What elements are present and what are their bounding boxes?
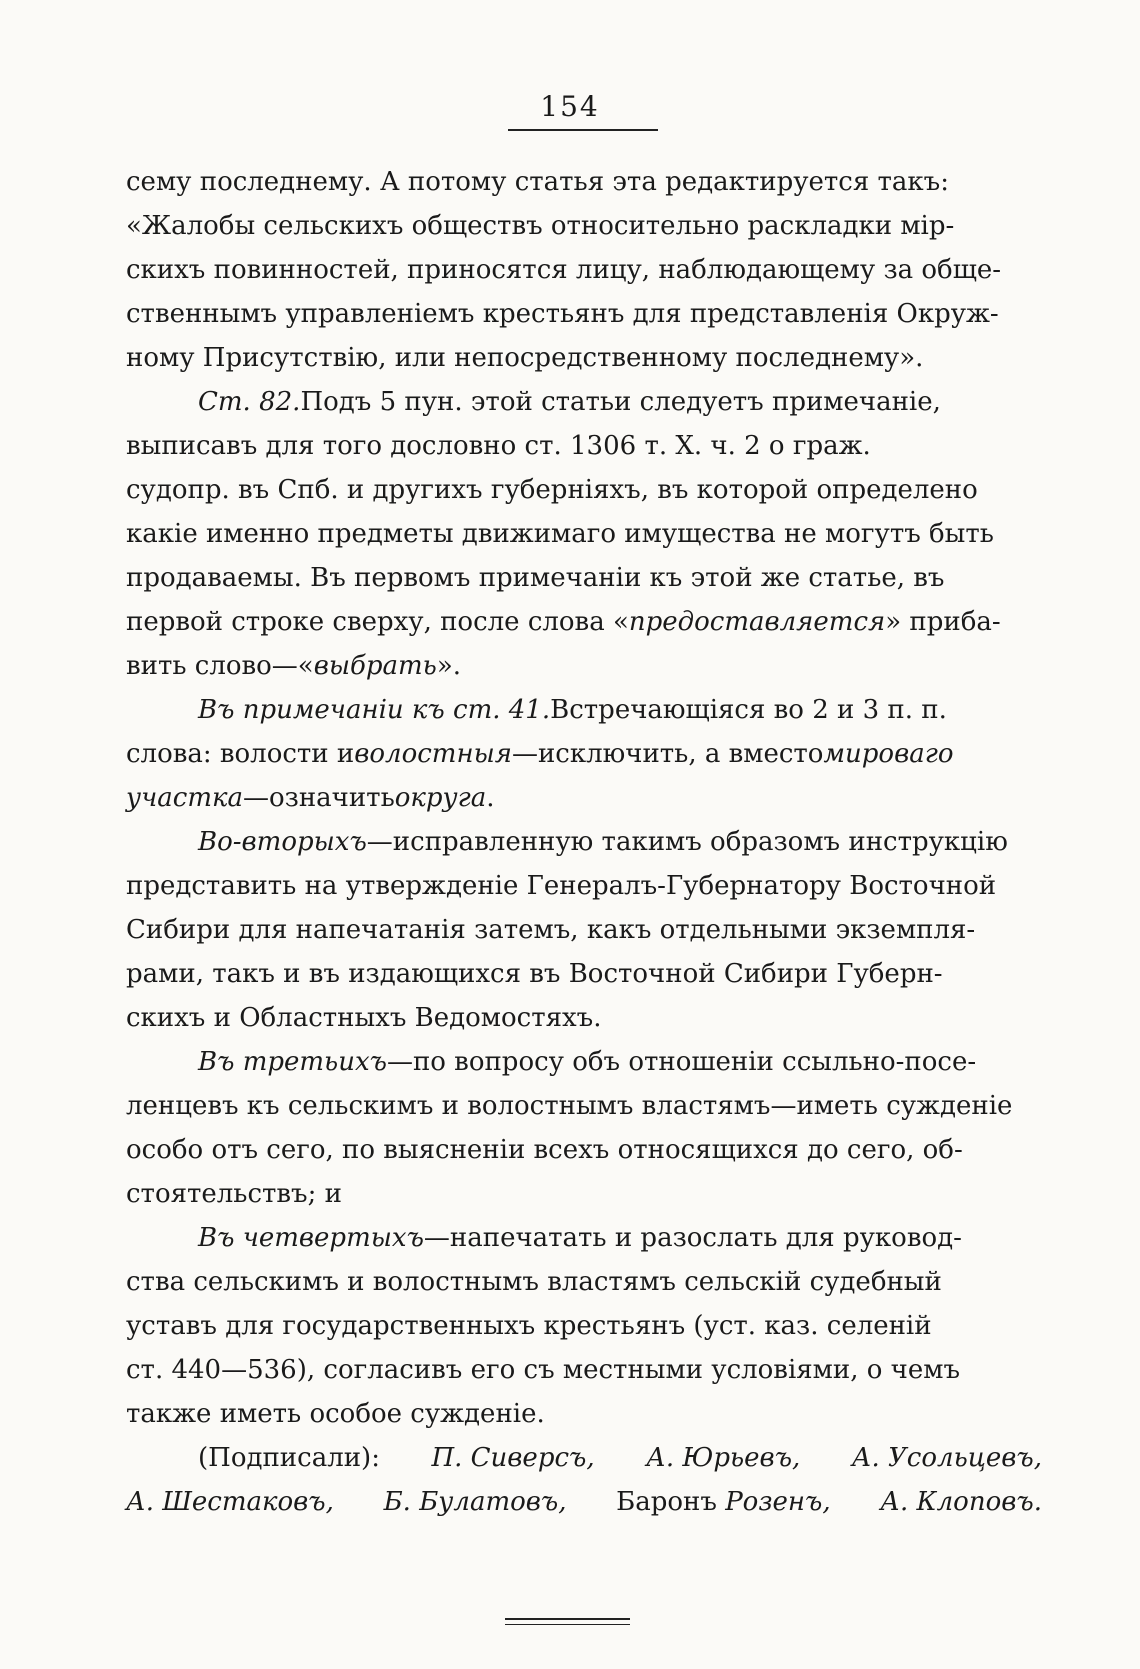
signature: А. Усольцевъ, (851, 1443, 1042, 1473)
line-text: ному Присутствiю, или непосредственному последнему». (126, 343, 924, 373)
text-line (126, 1172, 1042, 1216)
signatures-line (126, 1436, 1042, 1480)
page-number: 154 (540, 90, 600, 123)
line-text: —напечатать и разослать для руковод- (423, 1223, 962, 1253)
text-line (126, 1392, 1042, 1436)
text-line (126, 732, 1042, 776)
text-line (126, 468, 1042, 512)
quoted-word: предоставляется (628, 607, 886, 637)
signature: Розенъ, (725, 1487, 831, 1517)
signature-title: Баронъ (616, 1487, 717, 1517)
text-line (126, 952, 1042, 996)
text-line (126, 248, 1042, 292)
line-text: особо отъ сего, по выясненiи всехъ относящихся до сего, об- (126, 1135, 963, 1165)
line-text: уставъ для государственныхъ крестьянъ (уст. каз. селенiй (126, 1311, 932, 1341)
signature: Б. Булатовъ, (383, 1487, 567, 1517)
line-text: ственнымъ управленiемъ крестьянъ для представленiя Окруж- (126, 299, 999, 329)
text-line (126, 160, 1042, 204)
text-line (126, 556, 1042, 600)
line-text: стоятельствъ; и (126, 1179, 342, 1209)
signatures-label: (Подписали): (198, 1443, 380, 1473)
italic-word: участка (126, 783, 243, 813)
signature: А. Шестаковъ, (126, 1487, 334, 1517)
text-line (126, 864, 1042, 908)
text-line (126, 424, 1042, 468)
line-text: . (486, 783, 495, 813)
line-text: скихъ и Областныхъ Ведомостяхъ. (126, 1003, 602, 1033)
text-line (126, 908, 1042, 952)
text-line (126, 1216, 1042, 1260)
page-number-rule (508, 129, 658, 131)
line-text: сему последнему. А потому статья эта редактируется такъ: (126, 167, 949, 197)
line-text: рами, такъ и въ издающихся въ Восточной Сибири Губерн- (126, 959, 943, 989)
text-line (126, 1348, 1042, 1392)
text-line (126, 820, 1042, 864)
line-text: —по вопросу объ отношенiи ссыльно-посе- (386, 1047, 977, 1077)
text-line (126, 512, 1042, 556)
line-text: Встречающiяся во 2 и 3 п. п. (550, 695, 947, 725)
signature: П. Сиверсъ, (431, 1443, 595, 1473)
section-lead: Въ четвертыхъ (198, 1223, 424, 1253)
line-text: также иметь особое сужденiе. (126, 1399, 545, 1429)
line-text: слова: волости и (126, 739, 355, 769)
end-rule (505, 1618, 630, 1620)
text-line (126, 336, 1042, 380)
text-line (126, 600, 1042, 644)
signature: А. Клоповъ. (880, 1487, 1042, 1517)
line-text: скихъ повинностей, приносятся лицу, наблюдающему за обще- (126, 255, 1002, 285)
text-line (126, 204, 1042, 248)
italic-word: округа (394, 783, 487, 813)
text-line (126, 1304, 1042, 1348)
line-text: представить на утвержденiе Генералъ-Губернатору Восточной (126, 871, 997, 901)
body-text (126, 160, 1042, 1524)
line-text: » приба- (885, 607, 1001, 637)
text-line (126, 776, 1042, 820)
line-text: —исключить, а вместо (511, 739, 824, 769)
line-text: «Жалобы сельскихъ обществъ относительно раскладки мiр- (126, 211, 955, 241)
line-text: судопр. въ Спб. и другихъ губернiяхъ, въ которой определено (126, 475, 978, 505)
text-line (126, 1128, 1042, 1172)
article-ref: Ст. 82. (198, 387, 301, 417)
text-line (126, 1084, 1042, 1128)
text-line (126, 996, 1042, 1040)
text-line (126, 1040, 1042, 1084)
text-line (126, 688, 1042, 732)
italic-word: мироваго (823, 739, 954, 769)
text-line (126, 380, 1042, 424)
italic-word: волостныя (354, 739, 512, 769)
line-text: продаваемы. Въ первомъ примечанiи къ этой же статье, въ (126, 563, 945, 593)
line-text: какiе именно предметы движимаго имущества не могутъ быть (126, 519, 994, 549)
text-line (126, 1260, 1042, 1304)
line-text: вить слово—« (126, 651, 314, 681)
signature: А. Юрьевъ, (646, 1443, 801, 1473)
line-text: Сибири для напечатанiя затемъ, какъ отдельными экземпля- (126, 915, 976, 945)
article-ref: Въ примечанiи къ ст. 41. (198, 695, 551, 725)
line-text: ства сельскимъ и волостнымъ властямъ сельскiй судебный (126, 1267, 942, 1297)
line-text: —исправленную такимъ образомъ инструкцiю (366, 827, 1008, 857)
line-text: —означить (243, 783, 395, 813)
line-text: выписавъ для того дословно ст. 1306 т. X. ч. 2 о граж. (126, 431, 871, 461)
quoted-word: выбрать (313, 651, 437, 681)
line-text: Подъ 5 пун. этой статьи следуетъ примечанiе, (300, 387, 941, 417)
line-text: ». (436, 651, 462, 681)
text-line (126, 644, 1042, 688)
text-line (126, 292, 1042, 336)
section-lead: Во-вторыхъ (198, 827, 367, 857)
end-rule (505, 1624, 630, 1625)
section-lead: Въ третьихъ (198, 1047, 387, 1077)
line-text: первой строке сверху, после слова « (126, 607, 629, 637)
line-text: ст. 440—536), согласивъ его съ местными условiями, о чемъ (126, 1355, 961, 1385)
line-text: ленцевъ къ сельскимъ и волостнымъ властямъ—иметь сужденiе (126, 1091, 1013, 1121)
signatures-line (126, 1480, 1042, 1524)
